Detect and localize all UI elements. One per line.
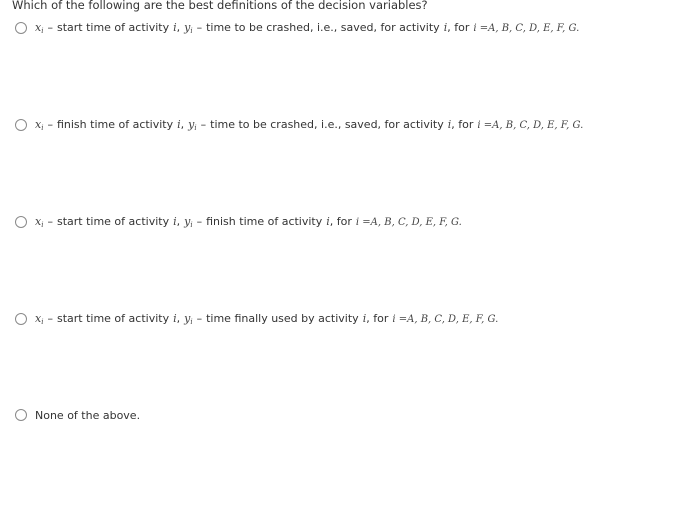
radio-button[interactable] bbox=[15, 409, 27, 421]
answer-option-2[interactable] bbox=[15, 115, 583, 135]
radio-button[interactable] bbox=[15, 22, 27, 34]
radio-button[interactable] bbox=[15, 216, 27, 228]
answer-option-4[interactable] bbox=[15, 309, 498, 329]
radio-button[interactable] bbox=[15, 119, 27, 131]
option-label: $x_i$ – start time of activity i , $y_i$ – time finally used by activity i , for i = A, B, C, D, E, F, G. bbox=[35, 312, 499, 326]
answer-option-3[interactable] bbox=[15, 212, 462, 232]
question-text: Which of the following are the best definitions of the decision variables? bbox=[12, 0, 428, 12]
option-label: $x_i$ – finish time of activity i , $y_i$ – time to be crashed, i.e., saved, for activity i , for i = A, B, C, D, E, F, G. bbox=[35, 118, 584, 132]
option-label: None of the above. bbox=[35, 408, 141, 422]
radio-button[interactable] bbox=[15, 313, 27, 325]
option-label: $x_i$ – start time of activity i , $y_i$ – finish time of activity i , for i = A, B, C, D, E, F, G. bbox=[35, 215, 462, 229]
answer-option-5[interactable] bbox=[15, 405, 140, 425]
option-label: $x_i$ – start time of activity i , $y_i$ – time to be crashed, i.e., saved, for activity i , for i = A, B, C, D, E, F, G. bbox=[35, 21, 580, 35]
answer-option-1[interactable] bbox=[15, 18, 579, 38]
